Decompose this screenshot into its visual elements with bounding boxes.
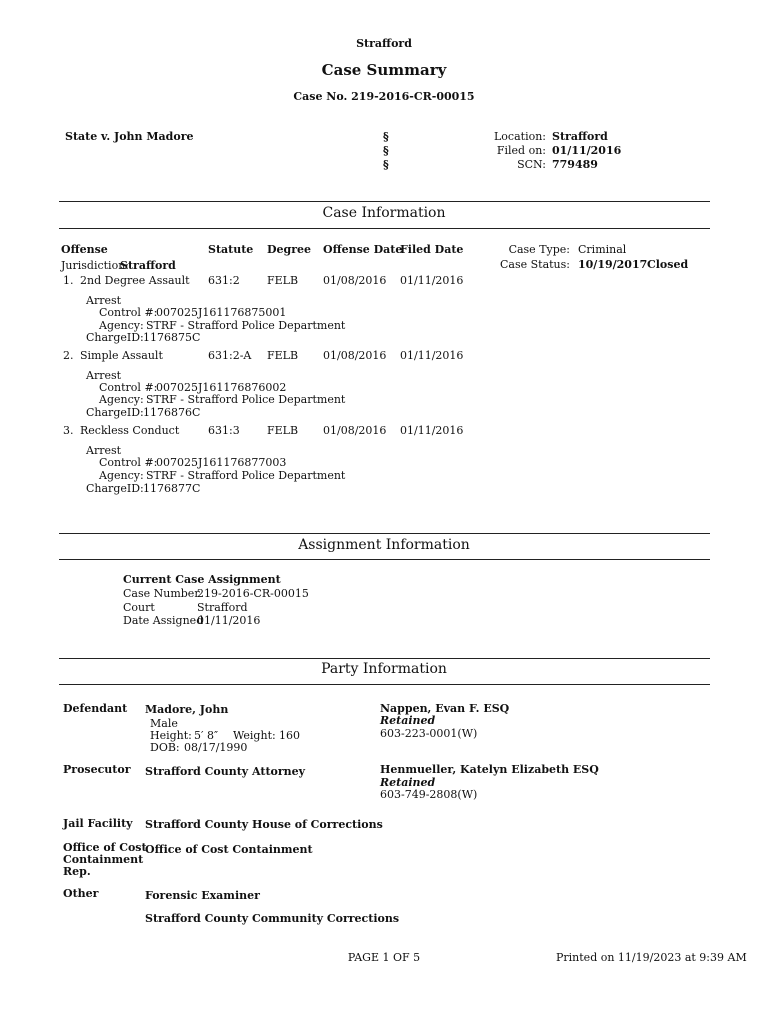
section-symbol: §: [383, 144, 389, 157]
defense-attorney: Nappen, Evan F. ESQ: [380, 702, 510, 715]
party-role-cost-containment: Containment: [63, 853, 144, 866]
section-symbol: §: [383, 158, 389, 171]
column-header-filed-date: Filed Date: [400, 243, 464, 256]
other-party: Strafford County Community Corrections: [145, 912, 400, 925]
case-status-label: Case Status:: [500, 258, 570, 271]
control-label: Control #:: [99, 381, 158, 394]
assignment-label: Case Number: [123, 587, 200, 600]
offense-statute: 631:2-A: [208, 349, 252, 362]
filed-value: 01/11/2016: [552, 144, 622, 157]
case-status-date: 10/19/2017: [578, 258, 648, 271]
divider: [59, 228, 710, 229]
assignment-label: Date Assigned: [123, 614, 204, 627]
offense-date: 01/08/2016: [323, 349, 387, 362]
prosecutor-attorney: Henmueller, Katelyn Elizabeth ESQ: [380, 763, 599, 776]
dob-label: DOB:: [150, 741, 180, 754]
section-title-case-information: Case Information: [322, 205, 446, 221]
divider: [59, 559, 710, 560]
court-name: Strafford: [356, 37, 412, 50]
case-type-label: Case Type:: [508, 243, 570, 256]
agency-value: STRF - Strafford Police Department: [146, 393, 346, 406]
assignment-label: Court: [123, 601, 155, 614]
filed-date: 01/11/2016: [400, 424, 464, 437]
charge-id-label: ChargeID:: [86, 406, 144, 419]
party-role-cost-containment: Office of Cost: [63, 841, 147, 854]
divider: [59, 658, 710, 659]
jurisdiction-value: Strafford: [120, 259, 176, 272]
offense-number: 2.: [63, 349, 74, 362]
cost-containment-name: Office of Cost Containment: [145, 843, 313, 856]
control-number: 007025J161176877003: [156, 456, 287, 469]
party-role-defendant: Defendant: [63, 702, 128, 715]
section-title-assignment-information: Assignment Information: [298, 537, 470, 553]
charge-id-label: ChargeID:: [86, 482, 144, 495]
offense-degree: FELB: [267, 424, 299, 437]
agency-label: Agency:: [99, 393, 144, 406]
divider: [59, 533, 710, 534]
assignment-value: 219-2016-CR-00015: [197, 587, 309, 600]
control-number: 007025J161176876002: [156, 381, 287, 394]
charge-id-label: ChargeID:: [86, 331, 144, 344]
arrest-label: Arrest: [86, 444, 122, 457]
section-title-party-information: Party Information: [321, 661, 447, 677]
page-title: Case Summary: [321, 61, 447, 79]
offense-name: 2nd Degree Assault: [80, 274, 190, 287]
jail-facility-name: Strafford County House of Corrections: [145, 818, 383, 831]
height-label: Height:: [150, 729, 192, 742]
divider: [59, 684, 710, 685]
dob-value: 08/17/1990: [184, 741, 248, 754]
scn-value: 779489: [552, 158, 598, 171]
weight-label: Weight:: [233, 729, 276, 742]
column-header-offense: Offense: [61, 243, 108, 256]
control-label: Control #:: [99, 306, 158, 319]
column-header-degree: Degree: [267, 243, 312, 256]
scn-label: SCN:: [517, 158, 546, 171]
prosecutor-name: Strafford County Attorney: [145, 765, 306, 778]
agency-value: STRF - Strafford Police Department: [146, 469, 346, 482]
location-label: Location:: [494, 130, 546, 143]
location-value: Strafford: [552, 130, 608, 143]
party-role-other: Other: [63, 887, 99, 900]
agency-value: STRF - Strafford Police Department: [146, 319, 346, 332]
defendant-name: Madore, John: [145, 703, 229, 716]
control-number: 007025J161176875001: [156, 306, 287, 319]
offense-date: 01/08/2016: [323, 424, 387, 437]
assignment-value: 01/11/2016: [197, 614, 261, 627]
control-label: Control #:: [99, 456, 158, 469]
case-type-value: Criminal: [578, 243, 627, 256]
column-header-statute: Statute: [208, 243, 254, 256]
arrest-label: Arrest: [86, 369, 122, 382]
charge-id-value: 1176876C: [143, 406, 201, 419]
filed-date: 01/11/2016: [400, 349, 464, 362]
agency-label: Agency:: [99, 319, 144, 332]
offense-number: 3.: [63, 424, 74, 437]
height-value: 5′ 8″: [194, 729, 219, 742]
party-role-cost-containment: Rep.: [63, 865, 91, 878]
offense-name: Reckless Conduct: [80, 424, 180, 437]
weight-value: 160: [279, 729, 300, 742]
case-style: State v. John Madore: [65, 130, 194, 143]
arrest-label: Arrest: [86, 294, 122, 307]
defense-attorney-status: Retained: [380, 714, 436, 727]
offense-name: Simple Assault: [80, 349, 163, 362]
assignment-heading: Current Case Assignment: [123, 573, 281, 586]
case-status-value: Closed: [647, 258, 689, 271]
offense-statute: 631:2: [208, 274, 240, 287]
defense-attorney-phone: 603-223-0001(W): [380, 727, 478, 740]
offense-degree: FELB: [267, 349, 299, 362]
offense-statute: 631:3: [208, 424, 240, 437]
offense-number: 1.: [63, 274, 74, 287]
section-symbol: §: [383, 130, 389, 143]
other-party: Forensic Examiner: [145, 889, 260, 902]
charge-id-value: 1176875C: [143, 331, 201, 344]
filed-date: 01/11/2016: [400, 274, 464, 287]
assignment-value: Strafford: [197, 601, 248, 614]
divider: [59, 201, 710, 202]
case-number: Case No. 219-2016-CR-00015: [293, 90, 475, 103]
party-role-prosecutor: Prosecutor: [63, 763, 131, 776]
column-header-offense-date: Offense Date: [323, 243, 403, 256]
page-number: PAGE 1 OF 5: [347, 951, 421, 964]
offense-date: 01/08/2016: [323, 274, 387, 287]
offense-degree: FELB: [267, 274, 299, 287]
jurisdiction-label: Jurisdiction:: [61, 259, 129, 272]
charge-id-value: 1176877C: [143, 482, 201, 495]
filed-label: Filed on:: [496, 144, 546, 157]
party-role-jail-facility: Jail Facility: [63, 817, 133, 830]
defendant-sex: Male: [150, 717, 178, 730]
agency-label: Agency:: [99, 469, 144, 482]
prosecutor-attorney-status: Retained: [380, 776, 436, 789]
printed-timestamp: Printed on 11/19/2023 at 9:39 AM: [556, 951, 747, 964]
prosecutor-attorney-phone: 603-749-2808(W): [380, 788, 478, 801]
